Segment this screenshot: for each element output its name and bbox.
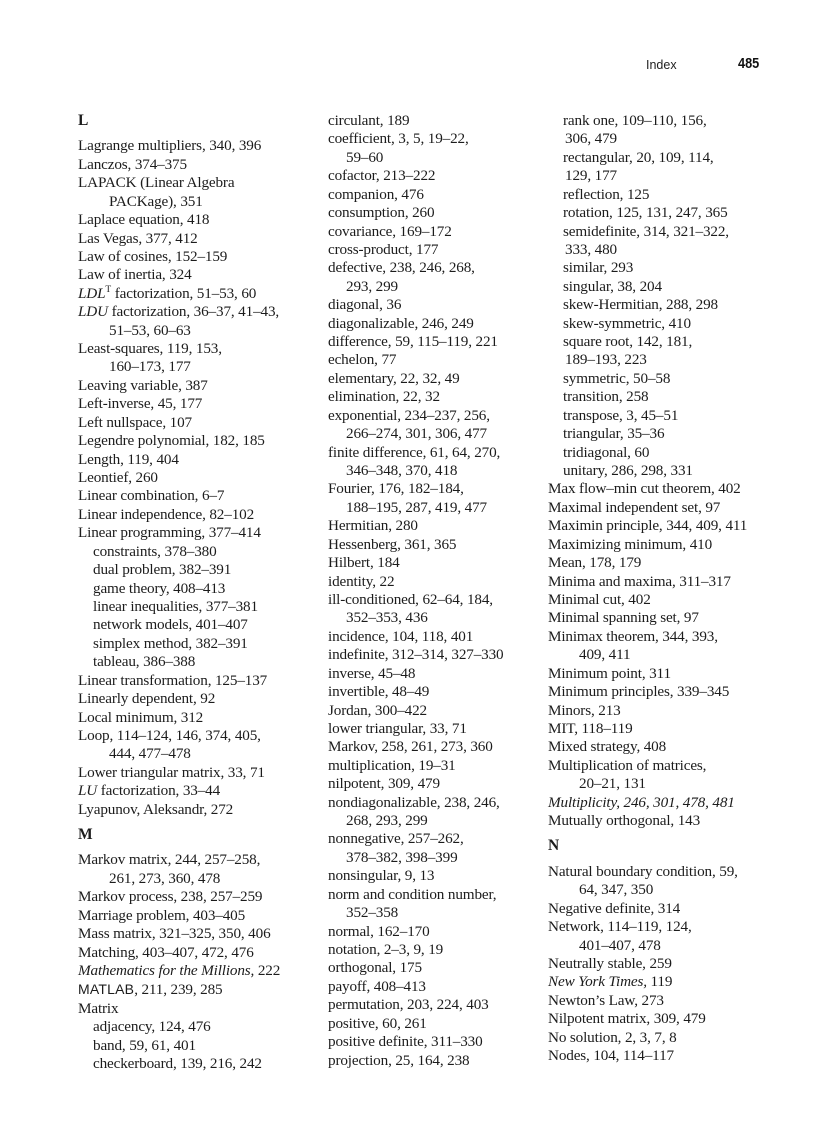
index-entry: cofactor, 213–222 (328, 167, 436, 185)
index-subentry: similar, 293 (563, 259, 634, 277)
index-entry: permutation, 203, 224, 403 (328, 996, 489, 1014)
index-entry: Matching, 403–407, 472, 476 (78, 943, 254, 961)
index-entry-term: LDU (78, 303, 108, 321)
index-subentry: square root, 142, 181, (563, 333, 693, 351)
index-entry: consumption, 260 (328, 204, 435, 222)
index-subentry: checkerboard, 139, 216, 242 (93, 1055, 262, 1073)
index-entry: covariance, 169–172 (328, 222, 452, 240)
index-entry: defective, 238, 246, 268, (328, 259, 475, 277)
section-spacer (548, 856, 780, 863)
index-entry: elimination, 22, 32 (328, 388, 440, 406)
index-subentry-continuation: 59–60 (346, 148, 384, 166)
index-entry: Minimum point, 311 (548, 664, 671, 682)
index-subentry: skew-symmetric, 410 (563, 314, 691, 332)
index-entry-term: MATLAB (78, 981, 135, 998)
index-entry: Las Vegas, 377, 412 (78, 229, 198, 247)
index-entry-pages: factorization, 33–44 (97, 782, 221, 800)
section-spacer (78, 130, 310, 137)
index-entry-continuation: 444, 477–478 (109, 745, 191, 763)
index-entry: coefficient, 3, 5, 19–22, (328, 130, 469, 148)
index-entry: nondiagonalizable, 238, 246, (328, 793, 500, 811)
index-entry: Neutrally stable, 259 (548, 954, 672, 972)
index-entry: Natural boundary condition, 59, (548, 862, 738, 880)
index-entry: Linear independence, 82–102 (78, 505, 255, 523)
index-entry: Linear combination, 6–7 (78, 487, 225, 505)
index-entry: Negative definite, 314 (548, 899, 681, 917)
index-entry: Minors, 213 (548, 701, 621, 719)
index-entry: Minimal spanning set, 97 (548, 609, 699, 627)
index-subentry: tableau, 386–388 (93, 653, 196, 671)
index-entry: Markov, 258, 261, 273, 360 (328, 738, 493, 756)
index-subentry: skew-Hermitian, 288, 298 (563, 296, 718, 314)
index-entry: norm and condition number, (328, 885, 497, 903)
index-entry-term: New York Times, (548, 973, 647, 991)
index-entry: Hessenberg, 361, 365 (328, 535, 457, 553)
index-entry: Leontief, 260 (78, 469, 158, 487)
index-entry (78, 782, 310, 800)
index-subentry: symmetric, 50–58 (563, 369, 671, 387)
index-entry: Network, 114–119, 124, (548, 918, 692, 936)
index-entry-continuation: 261, 273, 360, 478 (109, 869, 221, 887)
index-entry: ill-conditioned, 62–64, 184, (328, 590, 493, 608)
index-entry: MIT, 118–119 (548, 719, 633, 737)
index-subentry: linear inequalities, 377–381 (93, 597, 258, 615)
index-entry: Linear programming, 377–414 (78, 524, 261, 542)
section-spacer (78, 844, 310, 851)
index-entry: Minimal cut, 402 (548, 590, 651, 608)
section-spacer (78, 819, 310, 826)
index-entry: incidence, 104, 118, 401 (328, 627, 474, 645)
index-entry: multiplication, 19–31 (328, 756, 456, 774)
index-entry: Maximin principle, 344, 409, 411 (548, 517, 748, 535)
index-entry: Nilpotent matrix, 309, 479 (548, 1010, 706, 1028)
index-entry: Minima and maxima, 311–317 (548, 572, 731, 590)
index-subentry-continuation: 352–358 (346, 904, 399, 922)
index-entry: Mean, 178, 179 (548, 554, 642, 572)
index-entry: nilpotent, 309, 479 (328, 775, 440, 793)
index-subentry-continuation: 378–382, 398–399 (346, 848, 458, 866)
index-subentry-continuation: 293, 299 (346, 277, 398, 295)
index-entry: normal, 162–170 (328, 922, 430, 940)
index-entry: Maximizing minimum, 410 (548, 535, 713, 553)
index-entry: Multiplicity, 246, 301, 478, 481 (548, 793, 735, 811)
index-column-1 (78, 112, 310, 1074)
index-subentry: rectangular, 20, 109, 114, (563, 148, 714, 166)
index-entry: Lanczos, 374–375 (78, 155, 187, 173)
index-entry: Left nullspace, 107 (78, 413, 192, 431)
index-entry: exponential, 234–237, 256, (328, 406, 490, 424)
index-entry: finite difference, 61, 64, 270, (328, 443, 501, 461)
index-entry: Multiplication of matrices, (548, 756, 707, 774)
superscript-text: T (105, 284, 112, 295)
index-entry-continuation: 64, 347, 350 (579, 881, 654, 899)
index-entry: LAPACK (Linear Algebra (78, 174, 235, 192)
index-entry: circulant, 189 (328, 112, 410, 129)
index-entry: Linearly dependent, 92 (78, 690, 216, 708)
index-entry: Max flow–min cut theorem, 402 (548, 480, 741, 498)
index-entry: Markov process, 238, 257–259 (78, 888, 263, 906)
index-entry: Markov matrix, 244, 257–258, (78, 851, 261, 869)
index-entry: echelon, 77 (328, 351, 397, 369)
index-entry-continuation: 401–407, 478 (579, 936, 661, 954)
index-entry-term: Mathematics for the Millions, (78, 961, 255, 979)
index-entry: Minimax theorem, 344, 393, (548, 627, 718, 645)
index-subentry-continuation: 352–353, 436 (346, 609, 428, 627)
index-entry: Minimum principles, 339–345 (548, 683, 730, 701)
index-subentry: simplex method, 382–391 (93, 634, 248, 652)
index-entry: difference, 59, 115–119, 221 (328, 333, 498, 351)
index-subentry-continuation: 333, 480 (565, 240, 617, 258)
index-subentry: transpose, 3, 45–51 (563, 406, 679, 424)
index-subentry: dual problem, 382–391 (93, 561, 232, 579)
index-subentry: game theory, 408–413 (93, 579, 226, 597)
index-entry-term: LU (78, 782, 98, 800)
index-subentry-continuation: 266–274, 301, 306, 477 (346, 425, 487, 443)
index-entry: positive definite, 311–330 (328, 1033, 483, 1051)
index-entry: projection, 25, 164, 238 (328, 1051, 470, 1069)
index-entry: Mutually orthogonal, 143 (548, 812, 701, 830)
index-entry: indefinite, 312–314, 327–330 (328, 646, 504, 664)
index-section-letter: M (78, 826, 93, 844)
running-header-section: Index (646, 58, 677, 72)
index-entry: Lyapunov, Aleksandr, 272 (78, 800, 234, 818)
index-subentry: tridiagonal, 60 (563, 443, 650, 461)
index-subentry-continuation: 188–195, 287, 419, 477 (346, 498, 487, 516)
index-entry: nonsingular, 9, 13 (328, 867, 435, 885)
index-subentry: unitary, 286, 298, 331 (563, 462, 693, 480)
index-entry: Mixed strategy, 408 (548, 738, 667, 756)
index-subentry-continuation: 306, 479 (565, 130, 617, 148)
index-entry-pages: 222 (254, 961, 281, 979)
page-number: 485 (738, 55, 760, 72)
index-entry: Legendre polynomial, 182, 185 (78, 432, 265, 450)
index-subentry: rotation, 125, 131, 247, 365 (563, 204, 728, 222)
index-entry: Local minimum, 312 (78, 708, 204, 726)
index-entry: invertible, 48–49 (328, 683, 430, 701)
index-entry: lower triangular, 33, 71 (328, 719, 467, 737)
index-entry: elementary, 22, 32, 49 (328, 369, 460, 387)
index-entry: Leaving variable, 387 (78, 376, 208, 394)
index-entry: Law of cosines, 152–159 (78, 247, 228, 265)
index-entry: inverse, 45–48 (328, 664, 416, 682)
index-entry-continuation: 160–173, 177 (109, 358, 191, 376)
index-entry: Newton’s Law, 273 (548, 991, 664, 1009)
index-subentry: triangular, 35–36 (563, 425, 665, 443)
index-entry: Length, 119, 404 (78, 450, 179, 468)
index-entry: Left-inverse, 45, 177 (78, 395, 203, 413)
index-entry: Loop, 114–124, 146, 374, 405, (78, 726, 261, 744)
index-subentry: reflection, 125 (563, 185, 650, 203)
index-subentry: adjacency, 124, 476 (93, 1018, 211, 1036)
index-entry-pages: factorization, 51–53, 60 (111, 284, 257, 302)
index-entry-continuation: PACKage), 351 (109, 192, 203, 210)
index-entry-pages: factorization, 36–37, 41–43, (107, 303, 280, 321)
index-entry (78, 962, 310, 980)
index-subentry-continuation: 346–348, 370, 418 (346, 462, 458, 480)
index-entry: cross-product, 177 (328, 240, 439, 258)
index-entry: diagonalizable, 246, 249 (328, 314, 474, 332)
index-entry: identity, 22 (328, 572, 395, 590)
index-entry: Laplace equation, 418 (78, 211, 210, 229)
index-subentry: singular, 38, 204 (563, 277, 662, 295)
index-entry: Mass matrix, 321–325, 350, 406 (78, 925, 271, 943)
index-entry: Marriage problem, 403–405 (78, 906, 246, 924)
index-subentry: network models, 401–407 (93, 616, 248, 634)
index-entry: Fourier, 176, 182–184, (328, 480, 464, 498)
index-entry (548, 973, 780, 991)
index-entry: Law of inertia, 324 (78, 266, 192, 284)
index-column-3 (548, 112, 780, 1066)
index-subentry: constraints, 378–380 (93, 542, 217, 560)
index-entry: Least-squares, 119, 153, (78, 340, 222, 358)
index-entry-continuation: 20–21, 131 (579, 775, 646, 793)
section-spacer (548, 830, 780, 837)
index-subentry: band, 59, 61, 401 (93, 1036, 196, 1054)
index-entry: Jordan, 300–422 (328, 701, 427, 719)
index-entry-term: LDL (78, 284, 106, 302)
index-entry (78, 285, 310, 303)
index-entry: orthogonal, 175 (328, 959, 422, 977)
index-entry: Lagrange multipliers, 340, 396 (78, 137, 262, 155)
index-entry: nonnegative, 257–262, (328, 830, 464, 848)
index-subentry: transition, 258 (563, 388, 649, 406)
index-entry: Maximal independent set, 97 (548, 498, 721, 516)
index-entry: Lower triangular matrix, 33, 71 (78, 763, 265, 781)
index-entry: Nodes, 104, 114–117 (548, 1047, 674, 1065)
index-subentry-continuation: 129, 177 (565, 167, 617, 185)
index-entry-pages: 119 (646, 973, 673, 991)
index-entry: payoff, 408–413 (328, 977, 426, 995)
index-entry: positive, 60, 261 (328, 1014, 427, 1032)
index-section-letter: N (548, 837, 560, 855)
index-entry: Linear transformation, 125–137 (78, 671, 268, 689)
index-entry-continuation: 51–53, 60–63 (109, 321, 191, 339)
index-entry: Hermitian, 280 (328, 517, 418, 535)
index-column-2 (328, 112, 546, 1070)
index-entry: diagonal, 36 (328, 296, 402, 314)
index-entry: No solution, 2, 3, 7, 8 (548, 1028, 677, 1046)
index-subentry-continuation: 268, 293, 299 (346, 812, 428, 830)
index-section-letter: L (78, 112, 89, 129)
index-entry: Hilbert, 184 (328, 554, 400, 572)
index-entry (78, 980, 310, 999)
index-entry-continuation: 409, 411 (579, 646, 631, 664)
index-entry: notation, 2–3, 9, 19 (328, 940, 444, 958)
index-entry: companion, 476 (328, 185, 424, 203)
index-entry-pages: , 211, 239, 285 (134, 981, 223, 999)
index-subentry: rank one, 109–110, 156, (563, 112, 707, 129)
index-subentry: semidefinite, 314, 321–322, (563, 222, 729, 240)
index-subentry-continuation: 189–193, 223 (565, 351, 647, 369)
index-entry (78, 303, 310, 321)
index-entry: Matrix (78, 999, 119, 1017)
